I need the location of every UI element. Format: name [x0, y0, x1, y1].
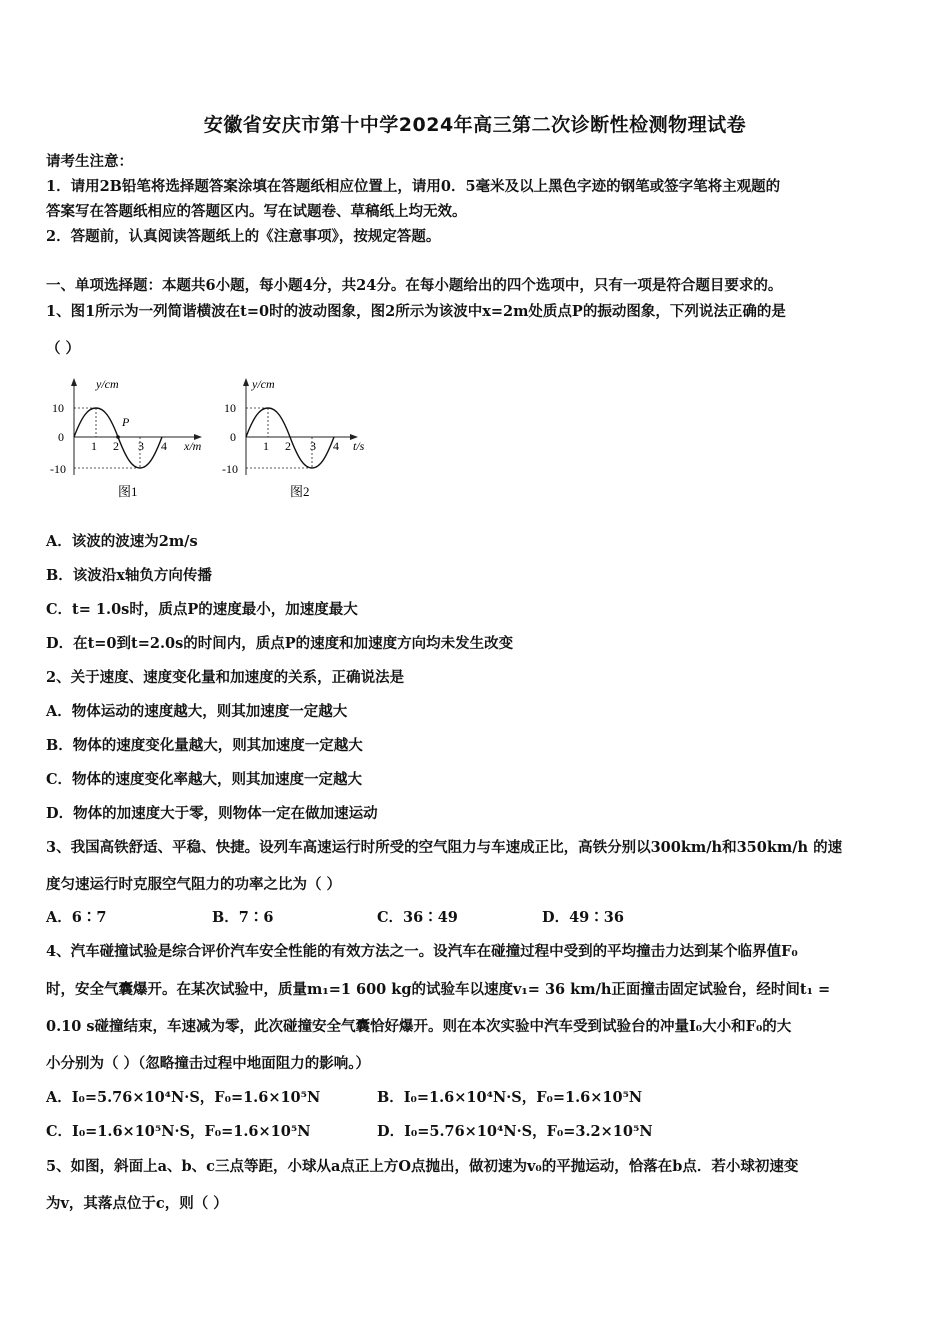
notice-line: 答案写在答题纸相应的答题区内。写在试题卷、草稿纸上均无效。	[46, 203, 467, 220]
page-title: 安徽省安庆市第十中学2024年高三第二次诊断性检测物理试卷	[203, 114, 747, 136]
figure-1-xtick: 4	[161, 439, 167, 453]
figure-2-xlabel: t/s	[353, 439, 365, 453]
figure-2-xtick: 1	[263, 439, 269, 453]
question-1-option-b: B．该波沿x轴负方向传播	[46, 567, 212, 584]
question-5-stem: 5、如图，斜面上a、b、c三点等距，小球从a点正上方O点抛出，做初速为v₀的平抛运动，恰落在b点．若小球初速变	[46, 1158, 799, 1175]
question-4-option-c: C．I₀=1.6×10⁵N·S，F₀=1.6×10⁵N	[46, 1123, 311, 1140]
question-4-stem: 时，安全气囊爆开。在某次试验中，质量m₁=1 600 kg的试验车以速度v₁= 36 km/h正面撞击固定试验台，经时间t₁ =	[46, 981, 831, 998]
question-3-option-c: C．36∶49	[377, 909, 458, 926]
question-1-stem: （ ）	[46, 340, 81, 357]
question-4-option-b: B．I₀=1.6×10⁴N·S，F₀=1.6×10⁵N	[377, 1089, 643, 1106]
question-3-option-b: B．7∶6	[212, 909, 274, 926]
question-3-stem: 3、我国高铁舒适、平稳、快捷。设列车高速运行时所受的空气阻力与车速成正比，高铁分别以300km/h和350km/h 的速	[46, 839, 843, 856]
section-heading: 一、单项选择题：本题共6小题，每小题4分，共24分。在每小题给出的四个选项中，只有一项是符合题目要求的。	[46, 277, 783, 294]
figure-2-caption: 图2	[290, 484, 310, 499]
figure-1-xlabel: x/m	[184, 439, 202, 453]
question-4-stem: 小分别为（ ）（忽略撞击过程中地面阻力的影响。）	[46, 1055, 371, 1072]
figure-1-xtick: 2	[113, 439, 119, 453]
question-2-option-d: D．物体的加速度大于零，则物体一定在做加速运动	[46, 805, 378, 822]
question-2-stem: 2、关于速度、速度变化量和加速度的关系，正确说法是	[46, 669, 405, 686]
figure-1-ytick: 10	[52, 401, 64, 415]
question-3-option-a: A．6∶7	[46, 909, 107, 926]
figure-1-wave-graph	[46, 372, 216, 502]
figure-2-ytick: 0	[230, 430, 236, 444]
figure-2-vibration-graph	[218, 372, 388, 502]
notice-line: 2．答题前，认真阅读答题纸上的《注意事项》，按规定答题。	[46, 228, 441, 245]
question-4-stem: 0.10 s碰撞结束，车速减为零，此次碰撞安全气囊恰好爆开。则在本次实验中汽车受到试验台的冲量I₀大小和F₀的大	[46, 1018, 792, 1035]
figure-2-xtick: 4	[333, 439, 339, 453]
notice-line: 1．请用2B铅笔将选择题答案涂填在答题纸相应位置上，请用0．5毫米及以上黑色字迹的钢笔或签字笔将主观题的	[46, 178, 781, 195]
question-1-option-d: D．在t=0到t=2.0s的时间内，质点P的速度和加速度方向均未发生改变	[46, 635, 514, 652]
question-4-option-d: D．I₀=5.76×10⁴N·S，F₀=3.2×10⁵N	[377, 1123, 653, 1140]
question-1-option-a: A．该波的波速为2m/s	[46, 533, 198, 550]
question-1-stem: 1、图1所示为一列简谐横波在t=0时的波动图象，图2所示为该波中x=2m处质点P的振动图象，下列说法正确的是	[46, 303, 786, 320]
question-2-option-a: A．物体运动的速度越大，则其加速度一定越大	[46, 703, 348, 720]
figure-1-xtick: 3	[138, 439, 144, 453]
question-2-option-b: B．物体的速度变化量越大，则其加速度一定越大	[46, 737, 363, 754]
figure-1-point-label: P	[122, 415, 130, 429]
figure-1-xtick: 1	[91, 439, 97, 453]
figure-2-xtick: 2	[285, 439, 291, 453]
question-1-option-c: C．t= 1.0s时，质点P的速度最小，加速度最大	[46, 601, 358, 618]
question-2-option-c: C．物体的速度变化率越大，则其加速度一定越大	[46, 771, 363, 788]
figure-2-ylabel: y/cm	[252, 377, 275, 391]
question-5-stem: 为v，其落点位于c，则（ ）	[46, 1195, 228, 1212]
question-3-stem: 度匀速运行时克服空气阻力的功率之比为（ ）	[46, 876, 342, 893]
figure-2-ytick: 10	[224, 401, 236, 415]
question-4-stem: 4、汽车碰撞试验是综合评价汽车安全性能的有效方法之一。设汽车在碰撞过程中受到的平均撞击力达到某个临界值F₀	[46, 943, 798, 960]
figure-1-ytick: 0	[58, 430, 64, 444]
question-4-option-a: A．I₀=5.76×10⁴N·S，F₀=1.6×10⁵N	[46, 1089, 321, 1106]
figure-1-ylabel: y/cm	[96, 377, 119, 391]
figure-2-ytick: -10	[222, 462, 238, 476]
figure-2-xtick: 3	[310, 439, 316, 453]
figure-1-ytick: -10	[50, 462, 66, 476]
figure-1-caption: 图1	[118, 484, 138, 499]
question-3-option-d: D．49∶36	[542, 909, 624, 926]
notice-heading: 请考生注意：	[46, 153, 133, 170]
